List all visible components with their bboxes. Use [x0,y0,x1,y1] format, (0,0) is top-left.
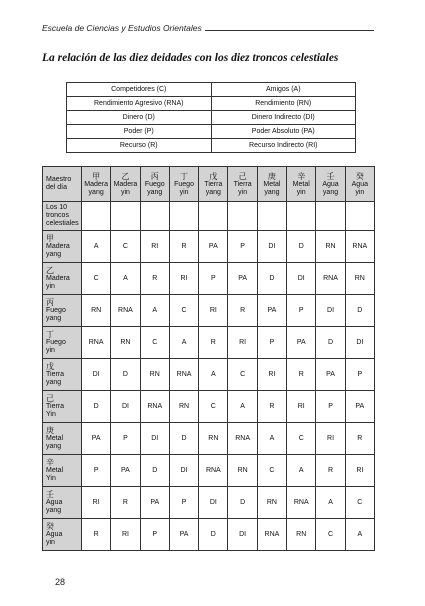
table-row [43,359,375,391]
table-subheader-row [43,202,375,231]
legend-row [67,125,356,139]
table-cell: P [82,455,111,487]
row-header [43,487,82,519]
legend-row [67,139,356,153]
column-header [228,167,257,202]
table-cell: RNA [140,391,169,423]
deities-table [42,166,375,551]
table-cell: C [82,263,111,295]
table-cell: RNA [82,327,111,359]
table-cell: D [287,231,316,263]
table-cell: RN [316,231,345,263]
row-header-line1: Fuego [46,339,66,346]
table-cell: PA [82,423,111,455]
legend-cell: Rendimiento (RN) [211,97,356,111]
table-cell: RN [345,263,374,295]
stem-character: 丙 [150,171,159,181]
table-cell: PA [257,295,286,327]
empty-cell [316,202,345,231]
stem-character: 壬 [326,171,335,181]
table-cell: DI [316,295,345,327]
table-cell: RI [199,295,228,327]
empty-cell [111,202,140,231]
stem-character: 甲 [92,171,101,181]
row-header-line1: Metal [46,435,64,442]
table-cell: RI [140,231,169,263]
column-header [257,167,286,202]
column-header-line2: yang [205,188,221,196]
stem-character: 己 [238,171,247,181]
row-header-line2: yang [46,315,62,322]
table-cell: R [140,263,169,295]
table-cell: P [287,295,316,327]
table-cell: P [140,519,169,551]
row-header-line2: yin [46,347,55,354]
stem-character: 戊 [46,362,54,371]
table-cell: C [111,231,140,263]
legend-cell: Rendimiento Agresivo (RNA) [67,97,212,111]
table-cell: DI [345,327,374,359]
column-header-line2: yin [355,188,365,196]
table-row [43,295,375,327]
table-cell: RN [228,455,257,487]
column-header-line2: yin [179,188,189,196]
corner-header-line1: Maestro [46,176,72,183]
table-cell: R [228,295,257,327]
table-cell: DI [140,423,169,455]
table-cell: PA [287,327,316,359]
table-cell: RNA [287,487,316,519]
table-cell: A [169,327,198,359]
table-cell: PA [111,455,140,487]
table-cell: RN [257,487,286,519]
table-cell: C [228,359,257,391]
table-row [43,423,375,455]
column-header [316,167,345,202]
table-cell: RNA [345,231,374,263]
table-cell: RI [345,455,374,487]
column-header-line2: yang [147,188,163,196]
table-cell: PA [140,487,169,519]
table-cell: P [345,359,374,391]
stem-character: 庚 [267,171,276,181]
table-row [43,519,375,551]
table-cell: R [257,391,286,423]
table-cell: D [140,455,169,487]
table-cell: A [140,295,169,327]
table-cell: R [316,455,345,487]
table-cell: A [316,487,345,519]
corner-header [43,167,82,202]
table-cell: RI [82,487,111,519]
row-header-line1: Metal [46,467,64,474]
table-cell: RNA [169,359,198,391]
table-cell: P [111,423,140,455]
table-cell: A [82,231,111,263]
table-cell: D [345,295,374,327]
row-header-line2: Yin [46,475,56,482]
row-header [43,359,82,391]
column-header [345,167,374,202]
table-row [43,487,375,519]
table-cell: C [287,423,316,455]
stem-character: 乙 [46,266,54,275]
column-header-line2: yang [88,188,104,196]
running-header [42,23,374,33]
table-cell: D [199,519,228,551]
column-header-line1: Metal [292,180,310,188]
table-cell: RI [257,359,286,391]
stem-character: 戊 [209,171,218,181]
row-header [43,391,82,423]
table-cell: R [287,359,316,391]
table-cell: DI [169,455,198,487]
table-row [43,231,375,263]
stem-character: 辛 [297,171,306,181]
table-cell: R [82,519,111,551]
column-header-line1: Fuego [174,180,194,188]
column-header-line2: yang [264,188,280,196]
column-header [140,167,169,202]
empty-cell [257,202,286,231]
table-cell: RNA [257,519,286,551]
page-number: 28 [55,577,66,587]
column-header [82,167,111,202]
row-header-line1: Agua [46,531,63,538]
table-cell: RI [287,391,316,423]
stems-label [43,202,82,231]
legend-cell: Recurso (R) [67,139,212,153]
row-header-line2: yang [46,507,62,514]
table-cell: RI [169,263,198,295]
row-header [43,231,82,263]
row-header [43,295,82,327]
row-header-line1: Tierra [46,371,65,378]
row-header-line2: yin [46,539,55,546]
row-header-line1: Madera [46,275,70,282]
table-cell: P [169,487,198,519]
legend-row [67,83,356,97]
table-cell: RN [82,295,111,327]
table-cell: DI [82,359,111,391]
empty-cell [82,202,111,231]
row-header-line1: Fuego [46,307,66,314]
table-cell: R [111,487,140,519]
table-cell: RNA [316,263,345,295]
table-cell: PA [228,263,257,295]
column-header-line1: Agua [351,180,368,188]
row-header-line1: Tierra [46,403,65,410]
stem-character: 癸 [355,171,364,181]
legend-cell: Competidores (C) [67,83,212,97]
table-cell: PA [316,359,345,391]
table-cell: DI [199,487,228,519]
table-row [43,455,375,487]
row-header-line1: Madera [46,243,70,250]
column-header-line2: yin [296,188,306,196]
running-header-text: Escuela de Ciencias y Estudios Orientales [42,23,202,33]
stems-label-line3: celestiales [46,220,79,227]
table-cell: RNA [199,455,228,487]
table-cell: C [257,455,286,487]
row-header-line2: yang [46,443,62,450]
legend-row [67,97,356,111]
legend-cell: Dinero Indirecto (DI) [211,111,356,125]
table-cell: D [82,391,111,423]
table-cell: RNA [228,423,257,455]
column-header-line1: Agua [322,180,339,188]
table-cell: C [345,487,374,519]
table-cell: RN [140,359,169,391]
table-cell: PA [199,231,228,263]
table-cell: P [257,327,286,359]
table-cell: C [199,391,228,423]
legend-cell: Poder Absoluto (PA) [211,125,356,139]
legend-cell: Amigos (A) [211,83,356,97]
table-cell: RN [111,327,140,359]
table-row [43,327,375,359]
column-header-line2: yang [322,188,339,196]
table-cell: PA [169,519,198,551]
table-cell: A [199,359,228,391]
legend-table [66,82,356,153]
stem-character: 己 [46,394,54,403]
table-cell: C [316,519,345,551]
table-cell: RN [287,519,316,551]
table-cell: C [140,327,169,359]
stems-label-line1: Los 10 [46,204,68,211]
table-cell: RN [169,391,198,423]
column-header-line1: Tierra [204,180,223,188]
stem-character: 庚 [46,426,54,435]
column-header [169,167,198,202]
stem-character: 丁 [46,330,54,339]
column-header [287,167,316,202]
table-cell: RN [199,423,228,455]
table-row [43,391,375,423]
empty-cell [228,202,257,231]
row-header [43,423,82,455]
table-cell: RI [111,519,140,551]
table-cell: D [169,423,198,455]
table-cell: RI [316,423,345,455]
table-cell: A [345,519,374,551]
table-cell: D [316,327,345,359]
column-header-line1: Tierra [233,180,252,188]
table-cell: R [169,231,198,263]
row-header-line2: yin [46,283,55,290]
table-cell: D [228,487,257,519]
table-cell: DI [228,519,257,551]
empty-cell [287,202,316,231]
column-header-line1: Fuego [144,180,165,188]
column-header [199,167,228,202]
stem-character: 辛 [46,458,54,467]
table-cell: D [111,359,140,391]
header-rule [205,30,374,31]
column-header-line1: Madera [84,180,109,188]
row-header-line2: Yin [46,411,56,418]
page-title: La relación de las diez deidades con los diez troncos celestiales [42,52,339,64]
table-cell: DI [111,391,140,423]
empty-cell [199,202,228,231]
table-cell: R [345,423,374,455]
row-header-line2: yang [46,379,62,386]
table-cell: C [169,295,198,327]
stem-character: 丙 [46,298,54,307]
legend-cell: Poder (P) [67,125,212,139]
stem-character: 癸 [46,522,54,531]
table-row [43,263,375,295]
empty-cell [345,202,374,231]
table-cell: P [316,391,345,423]
table-cell: P [199,263,228,295]
row-header-line1: Agua [46,499,63,506]
legend-row [67,111,356,125]
table-cell: D [257,263,286,295]
stem-character: 壬 [46,490,54,499]
stem-character: 乙 [121,171,130,181]
row-header [43,519,82,551]
column-header-line1: Madera [113,180,138,188]
table-cell: A [287,455,316,487]
table-cell: DI [287,263,316,295]
table-cell: A [111,263,140,295]
table-cell: RNA [111,295,140,327]
table-cell: PA [345,391,374,423]
table-cell: A [228,391,257,423]
column-header-line2: yin [238,188,248,196]
stem-character: 丁 [180,171,189,181]
row-header [43,455,82,487]
stem-character: 甲 [46,234,54,243]
empty-cell [140,202,169,231]
legend-cell: Dinero (D) [67,111,212,125]
column-header [111,167,140,202]
column-header-line2: yin [120,188,130,196]
table-cell: R [199,327,228,359]
empty-cell [169,202,198,231]
stems-label-line2: troncos [46,212,69,219]
column-header-line1: Metal [263,180,281,188]
table-cell: P [228,231,257,263]
table-header-row [43,167,375,202]
table-cell: RI [228,327,257,359]
row-header-line2: yang [46,251,62,258]
table-cell: A [257,423,286,455]
row-header [43,327,82,359]
corner-header-line2: del día [46,184,68,191]
row-header [43,263,82,295]
legend-cell: Recurso Indirecto (RI) [211,139,356,153]
table-cell: DI [257,231,286,263]
